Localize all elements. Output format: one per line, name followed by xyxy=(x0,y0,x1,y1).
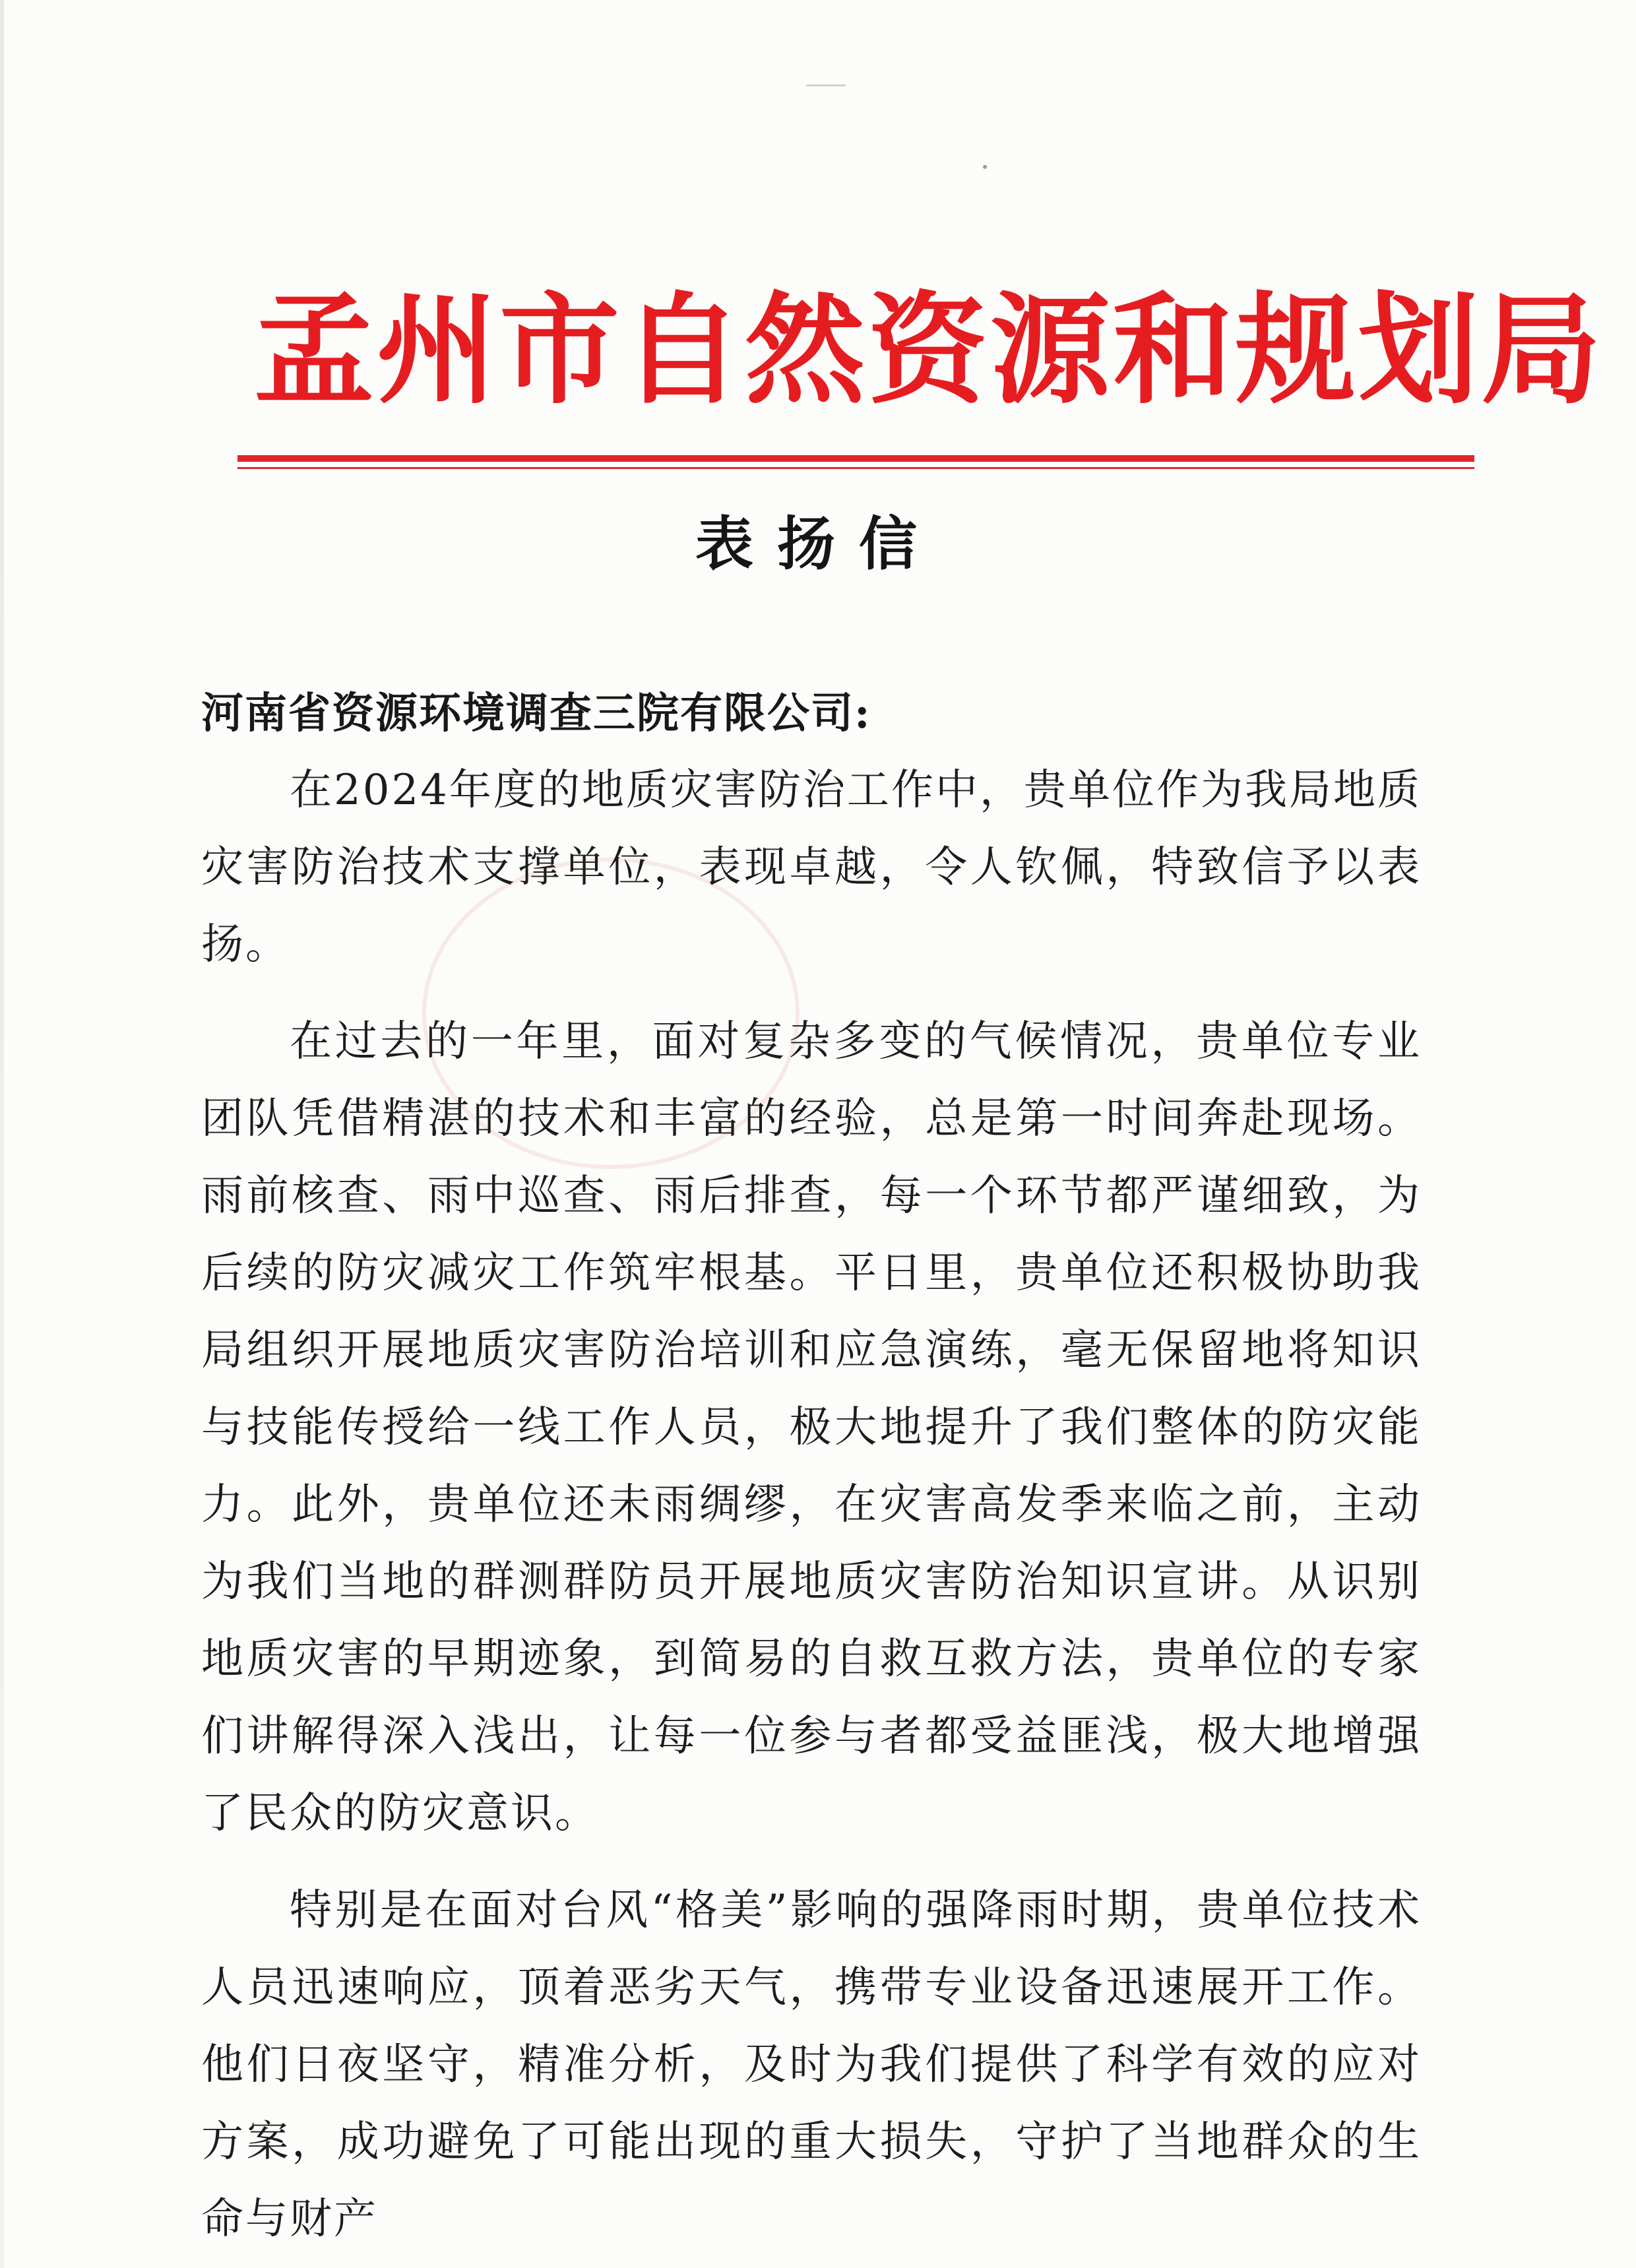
letter-body xyxy=(201,752,1422,2258)
letterhead-divider-thick xyxy=(237,455,1474,462)
paragraph: 特别是在面对台风“格美”影响的强降雨时期，贵单位技术人员迅速响应，顶着恶劣天气，携带专业设备迅速展开工作。他们日夜坚守，精准分析，及时为我们提供了科学有效的应对方案，成功避免了可能出现的重大损失，守护了当地群众的生命与财产 xyxy=(201,1886,1422,2244)
letterhead-divider-thin xyxy=(237,467,1474,469)
scan-edge xyxy=(0,0,4,2268)
document-title: 表扬信 xyxy=(695,510,941,578)
letterhead-organization: 孟州市自然资源和规划局 xyxy=(254,280,1604,420)
recipient: 河南省资源环境调查三院有限公司: xyxy=(201,689,871,738)
scan-speck xyxy=(983,165,987,169)
paragraph: 在2024年度的地质灾害防治工作中，贵单位作为我局地质灾害防治技术支撑单位，表现卓越，令人钦佩，特致信予以表扬。 xyxy=(201,766,1422,969)
paragraph: 在过去的一年里，面对复杂多变的气候情况，贵单位专业团队凭借精湛的技术和丰富的经验，总是第一时间奔赴现场。雨前核查、雨中巡查、雨后排查，每一个环节都严谨细致，为后续的防灾减灾工作筑牢根基。平日里，贵单位还积极协助我局组织开展地质灾害防治培训和应急演练，毫无保留地将知识与技能传授给一线工作人员，极大地提升了我们整体的防灾能力。此外，贵单位还未雨绸缪，在灾害高发季来临之前，主动为我们当地的群测群防员开展地质灾害防治知识宣讲。从识别地质灾害的早期迹象，到简易的自救互救方法，贵单位的专家们讲解得深入浅出，让每一位参与者都受益匪浅，极大地增强了民众的防灾意识。 xyxy=(201,1017,1422,1838)
scan-speck xyxy=(806,84,846,86)
